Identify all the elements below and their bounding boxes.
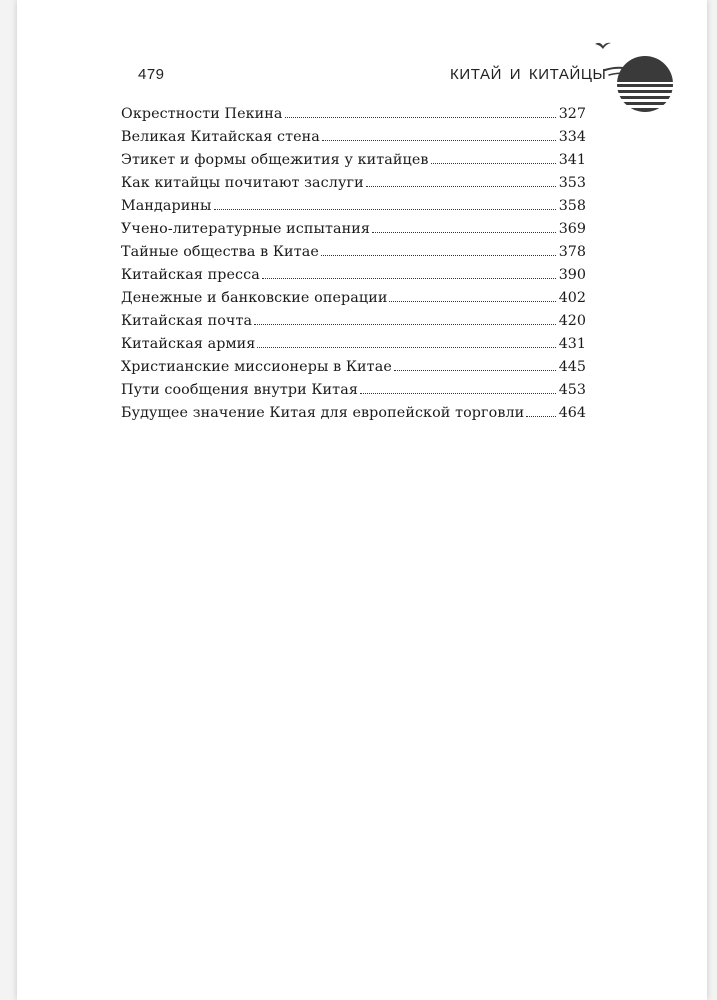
toc-leader-dots (321, 255, 556, 256)
toc-entry (121, 267, 586, 290)
toc-leader-dots (394, 370, 556, 371)
toc-entry (121, 405, 586, 428)
toc-leader-dots (254, 324, 556, 325)
toc-entry (121, 221, 586, 244)
toc-entry-title: Как китайцы почитают заслуги (121, 175, 364, 191)
table-of-contents (121, 106, 586, 428)
toc-leader-dots (214, 209, 556, 210)
running-title: КИТАЙ И КИТАЙЦЫ (450, 66, 607, 83)
toc-leader-dots (366, 186, 556, 187)
toc-entry-title: Денежные и банковские операции (121, 290, 388, 306)
toc-entry-title: Этикет и формы общежития у китайцев (121, 152, 429, 168)
toc-leader-dots (389, 301, 556, 302)
toc-entry-title: Учено-литературные испытания (121, 221, 371, 237)
toc-entry-title: Мандарины (121, 198, 212, 214)
toc-entry-page: 358 (558, 198, 586, 214)
toc-entry-title: Пути сообщения внутри Китая (121, 382, 358, 398)
toc-entry (121, 359, 586, 382)
toc-entry (121, 198, 586, 221)
toc-entry-page: 445 (558, 359, 586, 375)
toc-leader-dots (262, 278, 556, 279)
toc-entry (121, 244, 586, 267)
toc-entry-title: Окрестности Пекина (121, 106, 283, 122)
toc-entry-title: Тайные общества в Китае (121, 244, 319, 260)
toc-entry-page: 327 (558, 106, 586, 122)
toc-entry-title: Китайская почта (121, 313, 253, 329)
toc-entry-title: Китайская армия (121, 336, 256, 352)
toc-entry-title: Китайская пресса (121, 267, 260, 283)
toc-entry (121, 106, 586, 129)
toc-leader-dots (322, 140, 556, 141)
toc-entry-page: 453 (558, 382, 586, 398)
toc-entry-page: 431 (558, 336, 586, 352)
toc-entry-page: 390 (558, 267, 586, 283)
book-page (17, 0, 707, 1000)
toc-leader-dots (372, 232, 556, 233)
toc-entry-title: Великая Китайская стена (121, 129, 320, 145)
toc-entry (121, 313, 586, 336)
toc-entry-title: Будущее значение Китая для европейской торговли (121, 405, 525, 421)
toc-entry-page: 334 (558, 129, 586, 145)
toc-entry-page: 353 (558, 175, 586, 191)
toc-leader-dots (257, 347, 556, 348)
toc-entry (121, 129, 586, 152)
toc-entry (121, 336, 586, 359)
toc-leader-dots (526, 416, 556, 417)
toc-leader-dots (360, 393, 556, 394)
toc-entry-title: Христианские миссионеры в Китае (121, 359, 392, 375)
toc-entry (121, 290, 586, 313)
toc-entry (121, 152, 586, 175)
toc-entry-page: 369 (558, 221, 586, 237)
page-number: 479 (138, 66, 165, 83)
toc-entry-page: 378 (558, 244, 586, 260)
toc-entry (121, 382, 586, 405)
toc-entry-page: 341 (558, 152, 586, 168)
toc-entry-page: 420 (558, 313, 586, 329)
toc-leader-dots (285, 117, 556, 118)
toc-leader-dots (431, 163, 556, 164)
sun-with-bird-emblem-icon (587, 40, 687, 120)
toc-entry (121, 175, 586, 198)
toc-entry-page: 402 (558, 290, 586, 306)
toc-entry-page: 464 (558, 405, 586, 421)
